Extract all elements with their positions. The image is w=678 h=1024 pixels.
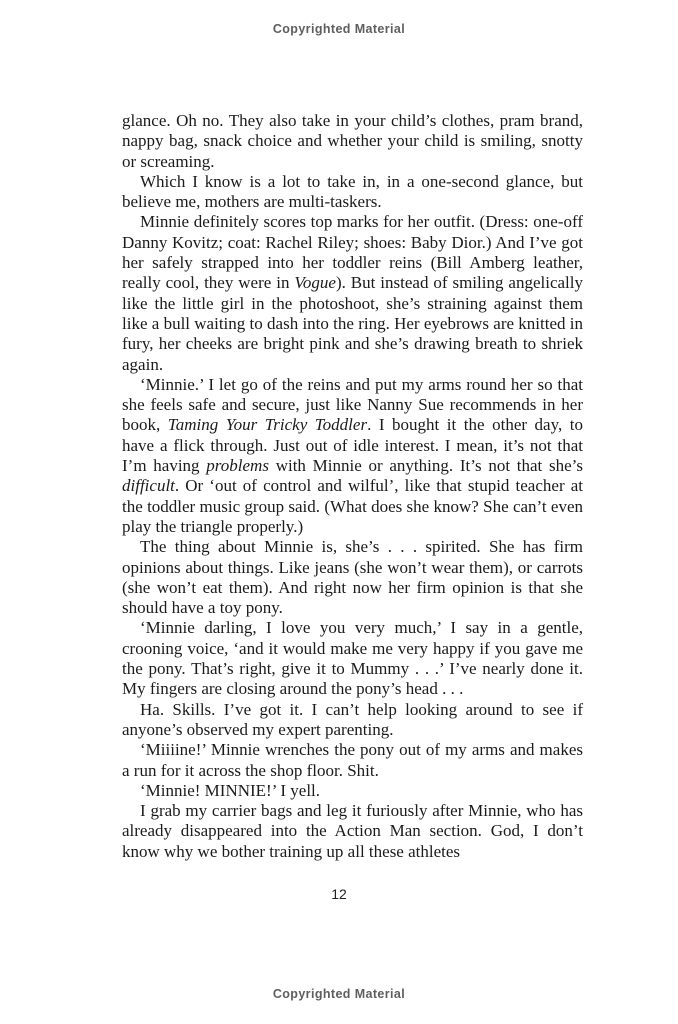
text-run: with Minnie or anything. It’s not that she’s [268,456,583,476]
paragraph [122,212,583,374]
paragraph [122,375,583,537]
text-run: . I bought it the other day, to have a flick through. Just out of idle interest. I mean, it’s not that I’m having [122,415,584,476]
paragraph [122,700,583,741]
paragraph [122,618,583,699]
paragraph [122,172,583,213]
text-run: Which I know is a lot to take in, in a one-second glance, but believe me, mothers are multi-taskers. [122,171,583,212]
italic-text-run: problems [206,456,269,476]
text-run: ‘Minnie darling, I love you very much,’ I say in a gentle, crooning voice, ‘and it would make me very happy if you gave me the pony. That’s right, give it to Mummy . . .’ I’ve nearly done it. My fingers are closing around the pony’s head . . . [122,618,583,699]
paragraph [122,801,583,862]
copyright-notice-top: Copyrighted Material [272,22,406,36]
paragraph [122,537,583,618]
text-run: . Or ‘out of control and wilful’, like that stupid teacher at the toddler music group said. (What does she know? She can’t even play the triangle properly.) [122,476,583,536]
text-run: ‘Minnie.’ I let go of the reins and put my arms round her so that she feels safe and secure, just like Nanny Sue recommends in her book, [122,374,583,435]
italic-text-run: Taming Your Tricky Toddler [167,415,368,435]
copyright-notice-bottom: Copyrighted Material [272,987,406,1001]
paragraph [122,781,583,801]
text-run: ‘Miiiine!’ Minnie wrenches the pony out of my arms and makes a run for it across the shop floor. Shit. [122,740,583,780]
italic-text-run: difficult [122,476,175,496]
text-run: I grab my carrier bags and leg it furiously after Minnie, who has already disappeared into the Action Man section. God, I don’t know why we bother training up all these athletes [122,801,583,861]
text-run: The thing about Minnie is, she’s . . . spirited. She has firm opinions about things. Like jeans (she won’t wear them), or carrots (she won’t eat them). And right now her firm opinion is that she should have a toy pony. [122,537,583,618]
text-run: ‘Minnie! MINNIE!’ I yell. [140,780,321,800]
text-run: ). But instead of smiling angelically like the little girl in the photoshoot, she’s straining against them like a bull waiting to dash into the ring. Her eyebrows are knitted in fury, her cheeks are bright pink and she’s drawing breath to shriek again. [122,273,583,374]
paragraph [122,111,583,172]
italic-text-run: Vogue [294,273,336,293]
text-run: glance. Oh no. They also take in your child’s clothes, pram brand, nappy bag, snack choice and whether your child is smiling, snotty or screaming. [122,111,583,171]
page-body [122,111,583,862]
page-number: 12 [331,886,347,902]
text-run: Minnie definitely scores top marks for her outfit. (Dress: one-off Danny Kovitz; coat: Rachel Riley; shoes: Baby Dior.) And I’ve got her safely strapped into her toddler reins (Bill Amberg leather, really cool, they were in [122,212,583,293]
text-run: Ha. Skills. I’ve got it. I can’t help looking around to see if anyone’s observed my expert parenting. [122,699,583,739]
paragraph [122,740,583,781]
